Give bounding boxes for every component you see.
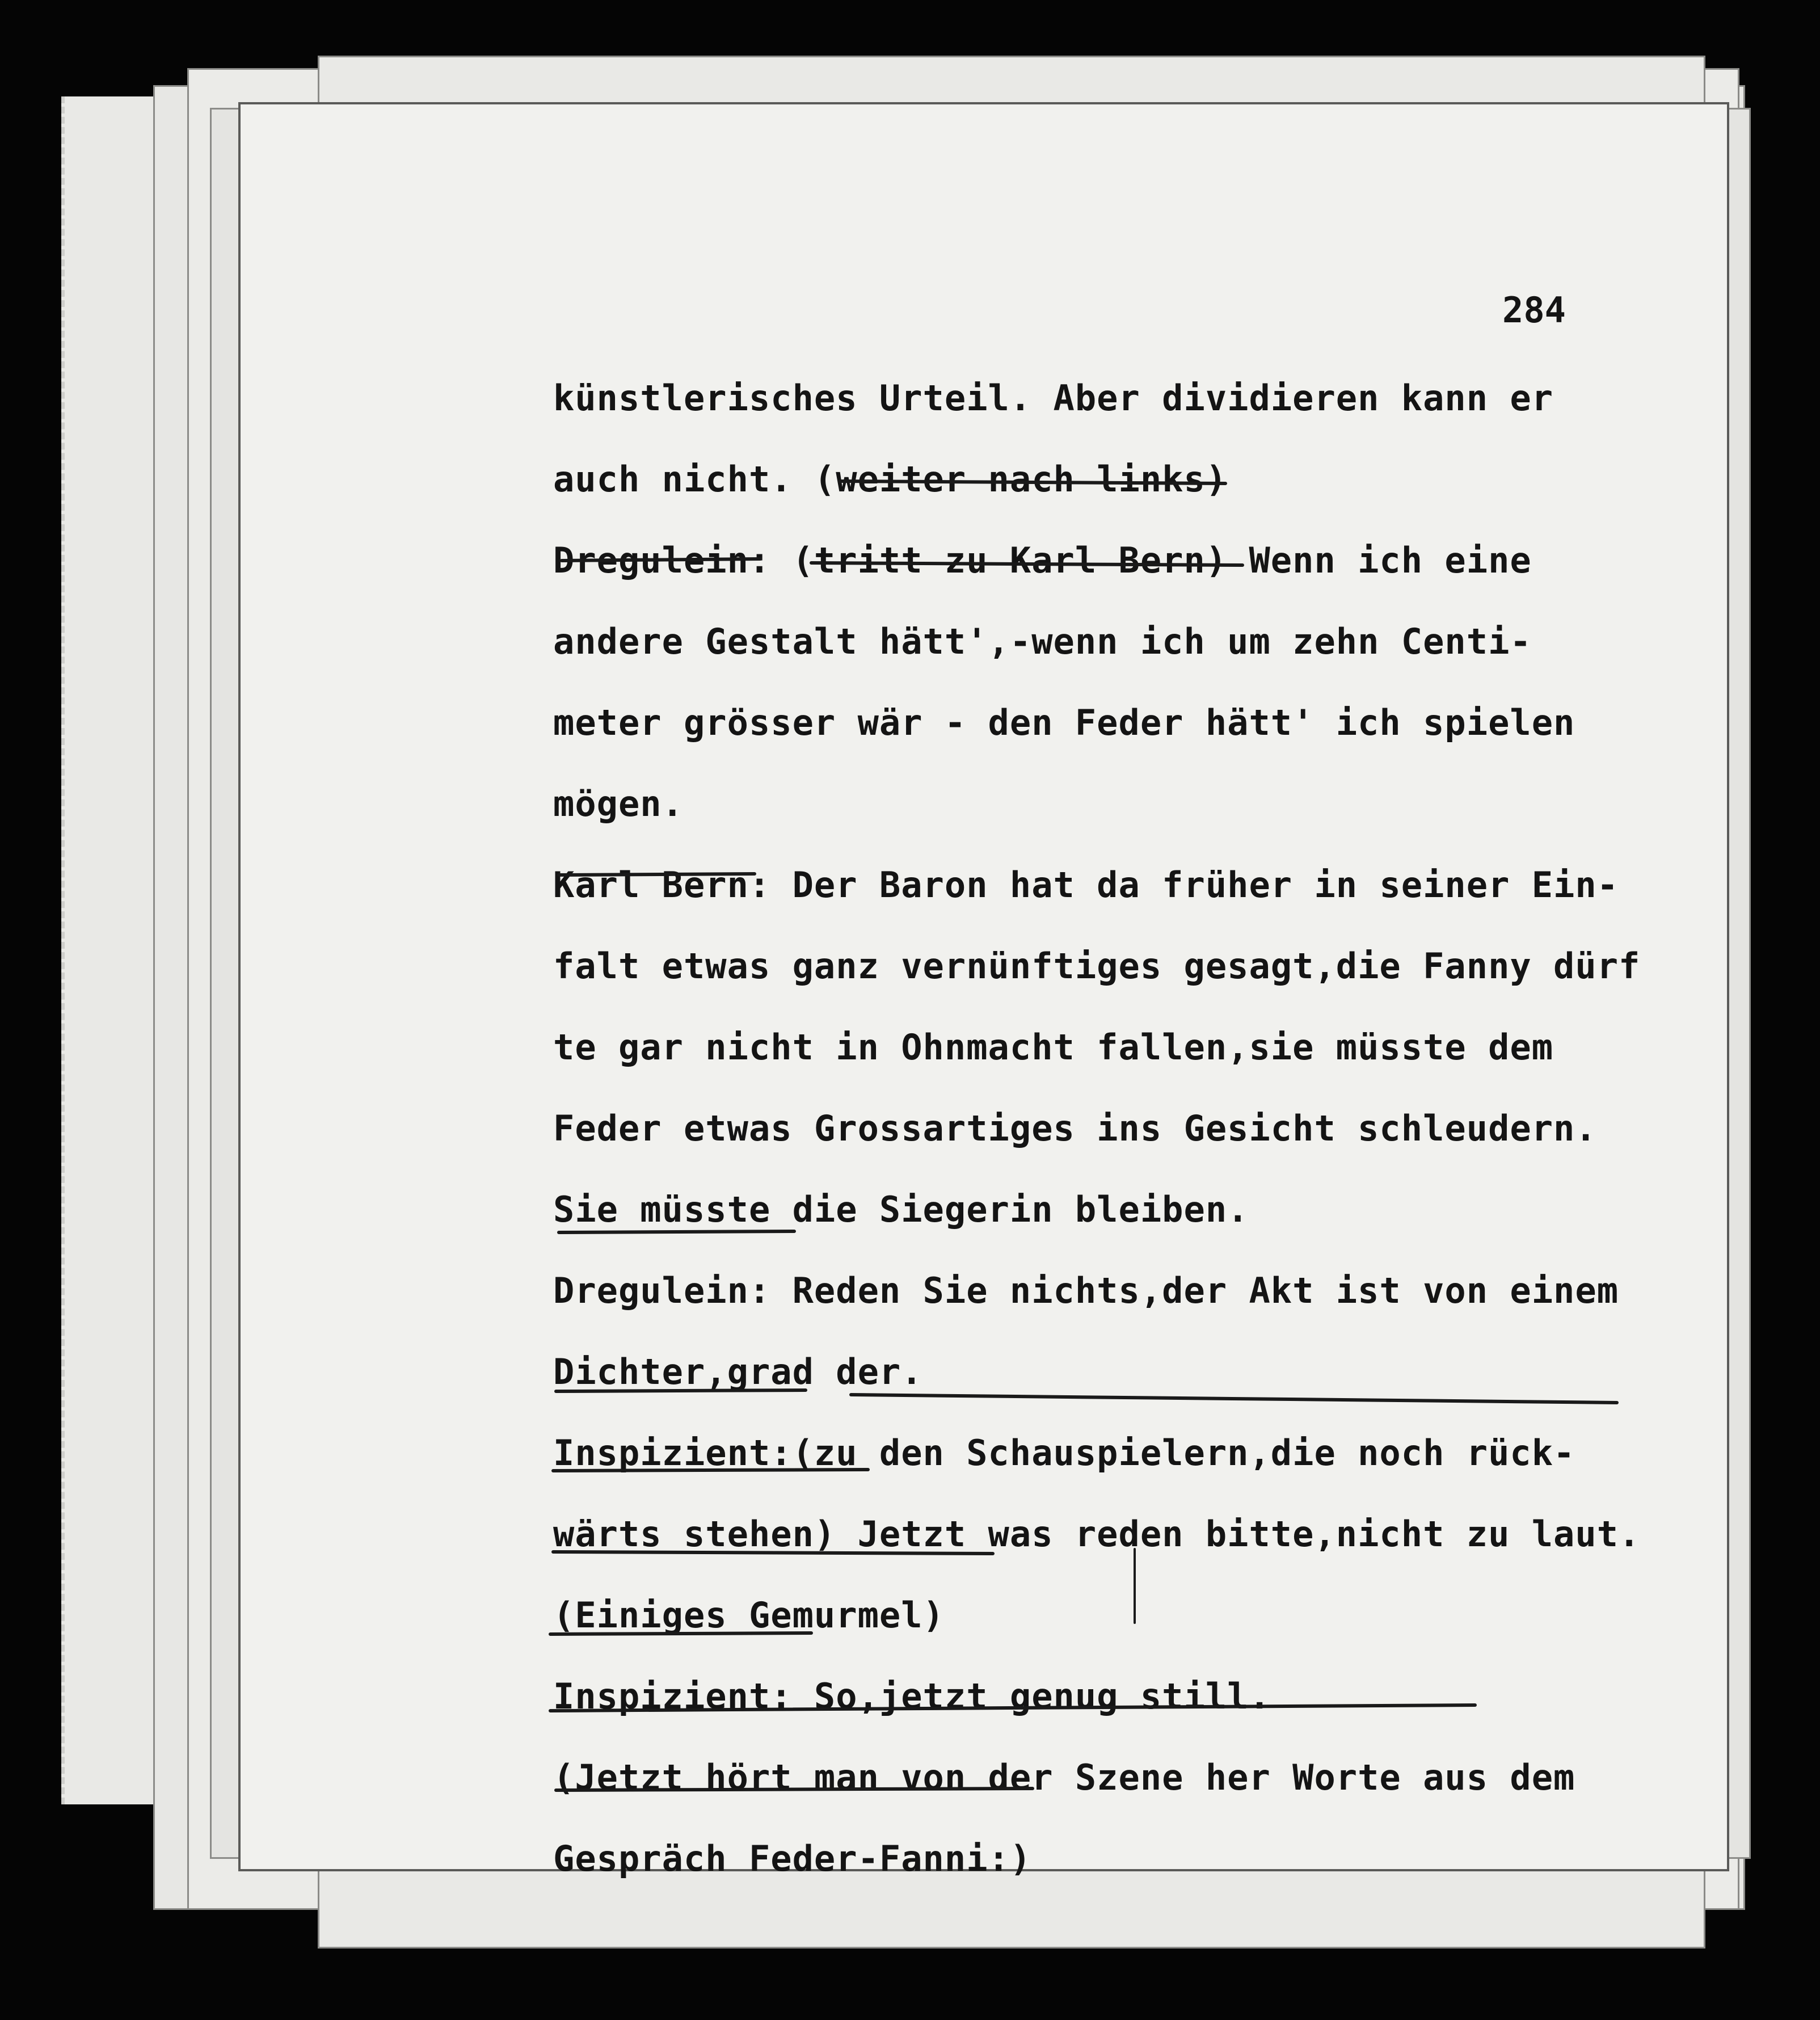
text-line: Dregulein: (tritt zu Karl Bern) Wenn ich eine <box>553 540 1532 581</box>
underline-stroke <box>851 1395 1617 1403</box>
text-line: Sie müsste die Siegerin bleiben. <box>553 1189 1249 1230</box>
underline-stroke <box>840 481 1225 483</box>
text-line: Inspizient:(zu den Schauspielern,die noch rück- <box>553 1432 1575 1474</box>
text-line: mögen. <box>553 783 684 824</box>
underline-stroke <box>556 1788 1033 1790</box>
underline-stroke <box>553 1470 868 1471</box>
text-line: Feder etwas Grossartiges ins Gesicht schleudern. <box>553 1108 1597 1149</box>
text-line: Gespräch Feder-Fanni:) <box>553 1838 1032 1879</box>
text-line: andere Gestalt hätt',-wenn ich um zehn Centi- <box>553 621 1532 662</box>
page-number: 284 <box>1502 289 1566 331</box>
text-line: falt etwas ganz vernünftiges gesagt,die Fanny dürf <box>553 945 1641 987</box>
underline-stroke <box>556 1390 806 1391</box>
text-line: Dregulein: Reden Sie nichts,der Akt ist von einem <box>553 1270 1619 1311</box>
underline-stroke <box>550 1705 1475 1711</box>
underline-stroke <box>559 874 755 875</box>
text-line: meter grösser wär - den Feder hätt' ich spielen <box>553 702 1575 743</box>
underline-stroke <box>559 1231 794 1232</box>
underline-stroke <box>562 559 760 561</box>
text-line: auch nicht. (weiter nach links) <box>553 458 1228 500</box>
text-line: künstlerisches Urteil. Aber dividieren kann er <box>553 377 1554 419</box>
text-line: Inspizient: So,jetzt genug still. <box>553 1676 1271 1717</box>
underline-stroke <box>811 563 1242 565</box>
text-line: wärts stehen) Jetzt was reden bitte,nicht zu laut. <box>553 1513 1641 1555</box>
underline-stroke <box>550 1633 811 1634</box>
text-line: (Einiges Gemurmel) <box>553 1594 945 1636</box>
text-line: Dichter,grad der. <box>553 1351 923 1392</box>
text-line: (Jetzt hört man von der Szene her Worte aus dem <box>553 1757 1575 1798</box>
text-line: te gar nicht in Ohnmacht fallen,sie müsste dem <box>553 1026 1554 1068</box>
underline-stroke <box>553 1552 993 1554</box>
text-line: Karl Bern: Der Baron hat da früher in seiner Ein- <box>553 864 1619 906</box>
